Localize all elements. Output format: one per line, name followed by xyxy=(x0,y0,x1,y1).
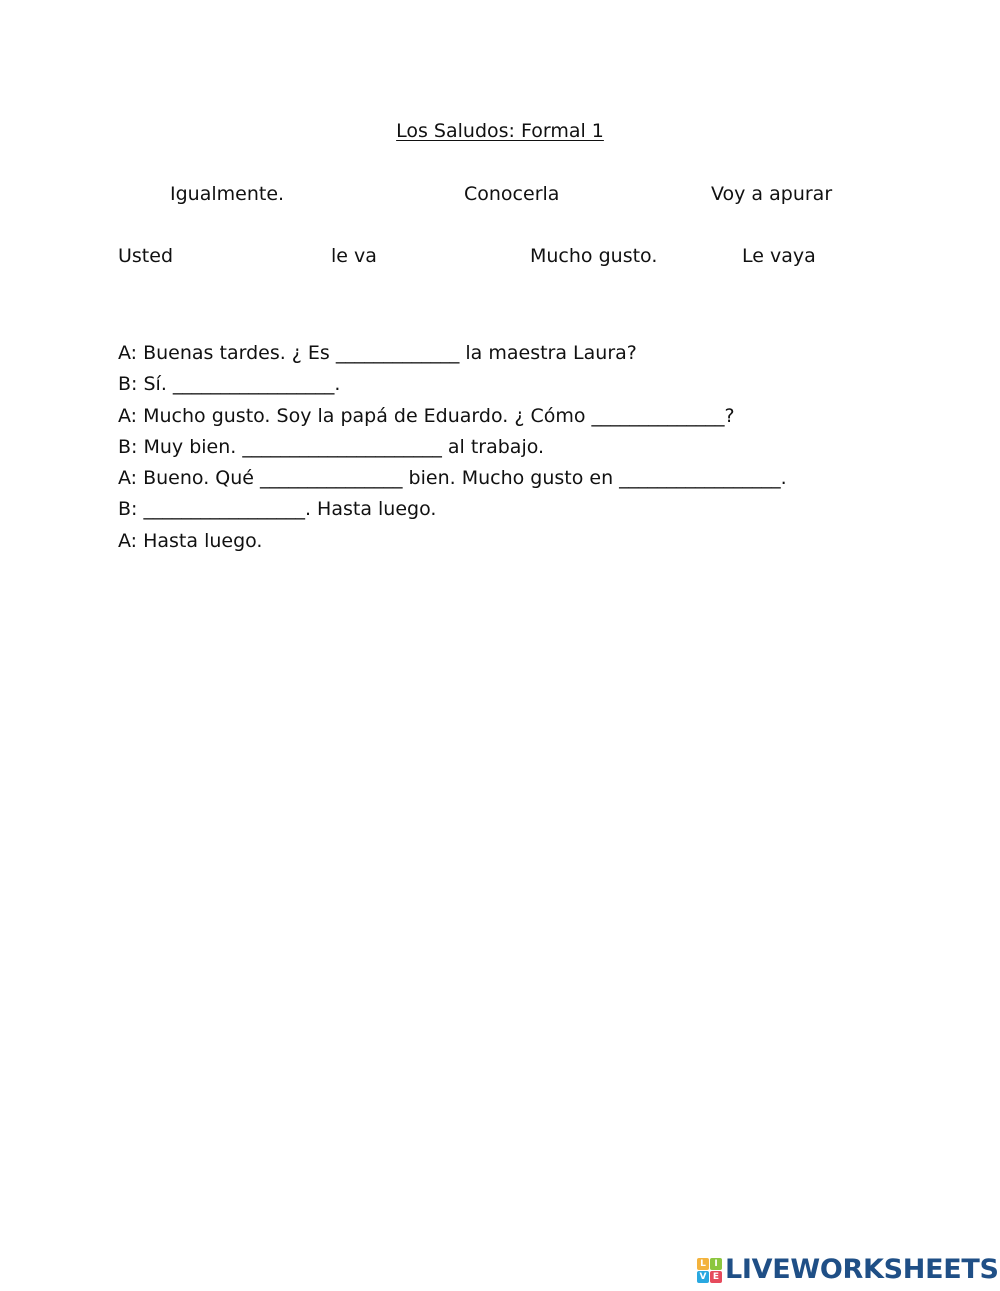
word-bank-item: Voy a apurar xyxy=(711,183,833,205)
word-bank-item: Mucho gusto. xyxy=(530,245,658,267)
logo-letter: I xyxy=(710,1258,722,1270)
word-bank-item: Igualmente. xyxy=(170,183,285,205)
word-bank-item: le va xyxy=(331,245,377,267)
dialogue-line: A: Mucho gusto. Soy la papá de Eduardo. ¿ Cómo ______________? xyxy=(118,404,735,427)
logo-text: LIVEWORKSHEETS xyxy=(725,1254,999,1285)
dialogue xyxy=(118,338,878,557)
page-title: Los Saludos: Formal 1 xyxy=(396,120,604,142)
word-bank-item: Le vaya xyxy=(742,245,816,267)
liveworksheets-logo xyxy=(697,1254,999,1286)
dialogue-line: A: Buenas tardes. ¿ Es _____________ la maestra Laura? xyxy=(118,342,637,364)
logo-letter: L xyxy=(697,1258,709,1270)
dialogue-line: B: Sí. _________________. xyxy=(118,373,341,396)
dialogue-line: A: Hasta luego. xyxy=(118,529,263,552)
word-bank-item: Usted xyxy=(118,245,174,267)
logo-letter: E xyxy=(710,1271,722,1283)
word-bank-item: Conocerla xyxy=(464,183,560,205)
dialogue-line: B: _________________. Hasta luego. xyxy=(118,498,437,521)
dialogue-line: A: Bueno. Qué _______________ bien. Mucho gusto en _________________. xyxy=(118,467,787,490)
logo-mark-icon xyxy=(697,1258,722,1283)
dialogue-line: B: Muy bien. _____________________ al trabajo. xyxy=(118,435,545,458)
logo-letter: V xyxy=(697,1271,709,1283)
